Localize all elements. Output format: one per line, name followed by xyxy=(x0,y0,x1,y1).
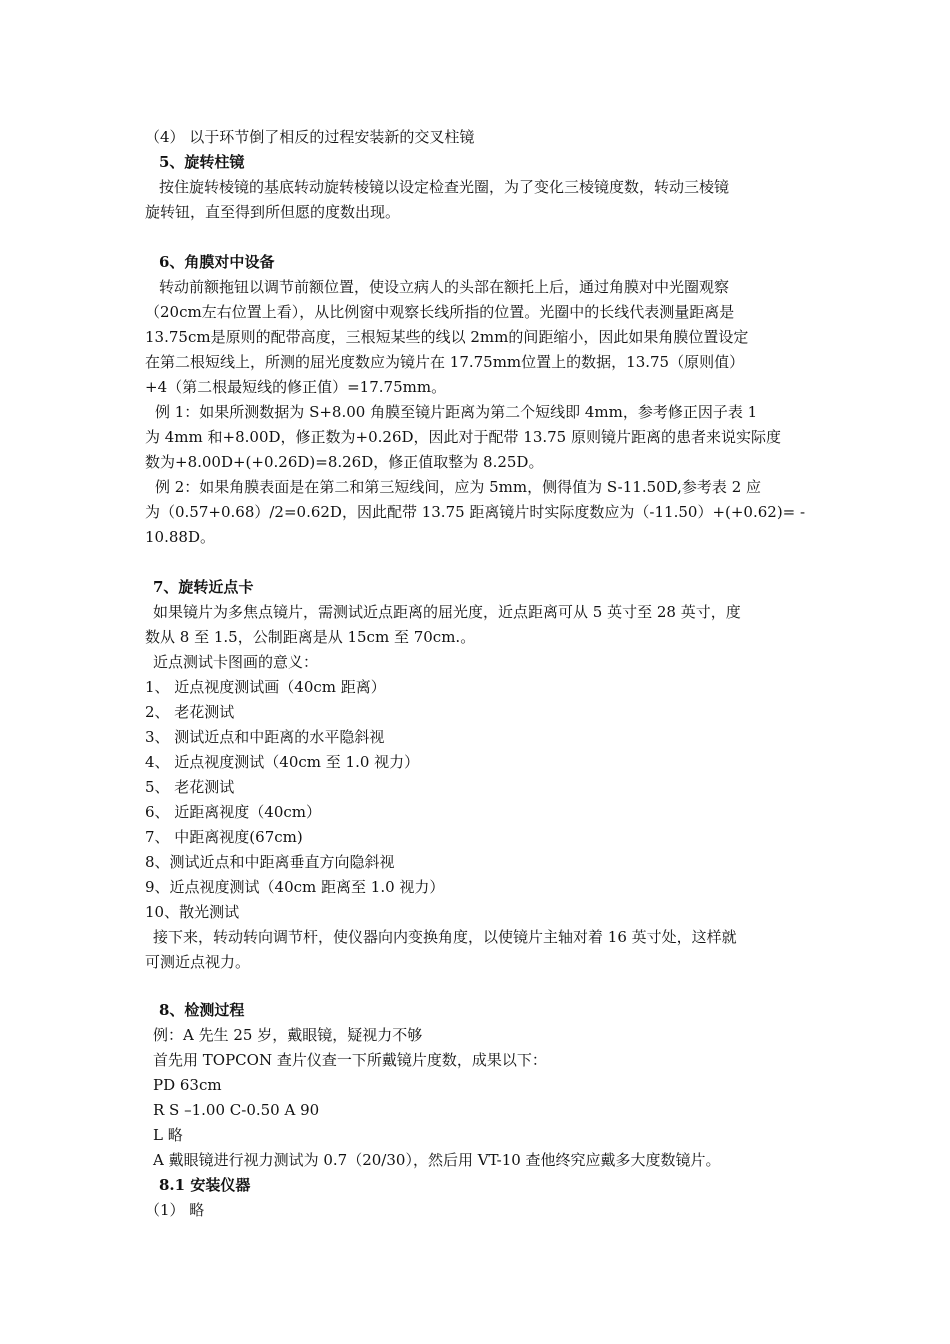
paragraph-7-line-2: 数从 8 至 1.5，公制距离是从 15cm 至 70cm.。 xyxy=(145,628,476,646)
heading-6-corneal-alignment: 6、角膜对中设备 xyxy=(159,253,275,271)
paragraph-6-line-5: +4（第二根最短线的修正值）=17.75mm。 xyxy=(145,378,447,396)
paragraph-6-line-4: 在第二根短线上，所测的屈光度数应为镜片在 17.75mm位置上的数据，13.75（原则值） xyxy=(145,353,745,371)
list-item: 2、 老花测试 xyxy=(145,703,235,721)
topcon-check-line: 首先用 TOPCON 查片仪查一下所戴镜片度数，成果以下： xyxy=(153,1051,547,1069)
example-intro: 例：A 先生 25 岁，戴眼镜，疑视力不够 xyxy=(153,1026,423,1044)
heading-7-near-point-card: 7、旋转近点卡 xyxy=(153,578,254,596)
list-item: 5、 老花测试 xyxy=(145,778,235,796)
right-eye-prescription: R S –1.00 C-0.50 A 90 xyxy=(153,1101,320,1119)
example-1-line-3: 数为+8.00D+(+0.26D)=8.26D，修正值取整为 8.25D。 xyxy=(145,453,544,471)
heading-8-testing-process: 8、检测过程 xyxy=(159,1001,245,1019)
list-item: 9、近点视度测试（40cm 距离至 1.0 视力） xyxy=(145,878,445,896)
example-1-line-1: 例 1：如果所测数据为 S+8.00 角膜至镜片距离为第二个短线即 4mm，参考修正因子表 1 xyxy=(155,403,758,421)
paragraph-6-line-3: 13.75cm是原则的配带高度，三根短某些的线以 2mm的间距缩小，因此如果角膜位置设定 xyxy=(145,328,749,346)
paragraph-5-line-1: 按住旋转棱镜的基底转动旋转棱镜以设定检查光圈，为了变化三棱镜度数，转动三棱镜 xyxy=(159,178,730,196)
example-2-line-3: 10.88D。 xyxy=(145,528,215,546)
list-item: 3、 测试近点和中距离的水平隐斜视 xyxy=(145,728,385,746)
step-4-text: （4） 以于环节倒了相反的过程安装新的交叉柱镜 xyxy=(145,128,475,146)
heading-5-rotating-cylinder: 5、旋转柱镜 xyxy=(159,153,245,171)
left-eye-prescription: L 略 xyxy=(153,1126,183,1144)
step-1-text: （1） 略 xyxy=(145,1201,205,1219)
paragraph-7-line-1: 如果镜片为多焦点镜片，需测试近点距离的屈光度，近点距离可从 5 英寸至 28 英寸，度 xyxy=(153,603,741,621)
list-item: 6、 近距离视度（40cm） xyxy=(145,803,322,821)
pd-value: PD 63cm xyxy=(153,1076,222,1094)
example-2-line-2: 为（0.57+0.68）/2=0.62D，因此配带 13.75 距离镜片时实际度数应为（-11.50）+(+0.62)= - xyxy=(145,503,806,521)
heading-8-1-install-instrument: 8.1 安装仪器 xyxy=(159,1176,251,1194)
paragraph-7-closing-line-1: 接下来，转动转向调节杆，使仪器向内变换角度，以使镜片主轴对着 16 英寸处，这样就 xyxy=(153,928,737,946)
example-2-line-1: 例 2：如果角膜表面是在第二和第三短线间，应为 5mm，侧得值为 S-11.50D,参考表 2 应 xyxy=(155,478,762,496)
list-item: 1、 近点视度测试画（40cm 距离） xyxy=(145,678,386,696)
vision-test-result: A 戴眼镜进行视力测试为 0.7（20/30），然后用 VT-10 查他终究应戴多大度数镜片。 xyxy=(153,1151,721,1169)
list-item: 8、测试近点和中距离垂直方向隐斜视 xyxy=(145,853,395,871)
paragraph-6-line-1: 转动前额拖钮以调节前额位置，使设立病人的头部在额托上后，通过角膜对中光圈观察 xyxy=(159,278,730,296)
list-item: 7、 中距离视度(67cm) xyxy=(145,828,303,846)
paragraph-6-line-2: （20cm左右位置上看），从比例窗中观察长线所指的位置。光圈中的长线代表测量距离是 xyxy=(145,303,735,321)
example-1-line-2: 为 4mm 和+8.00D，修正数为+0.26D，因此对于配带 13.75 原则镜片距离的患者来说实际度 xyxy=(145,428,781,446)
paragraph-7-closing-line-2: 可测近点视力。 xyxy=(145,953,251,971)
list-item: 4、 近点视度测试（40cm 至 1.0 视力） xyxy=(145,753,420,771)
near-card-meaning-label: 近点测试卡图画的意义： xyxy=(153,653,319,671)
list-item: 10、散光测试 xyxy=(145,903,240,921)
paragraph-5-line-2: 旋转钮，直至得到所但愿的度数出现。 xyxy=(145,203,401,221)
